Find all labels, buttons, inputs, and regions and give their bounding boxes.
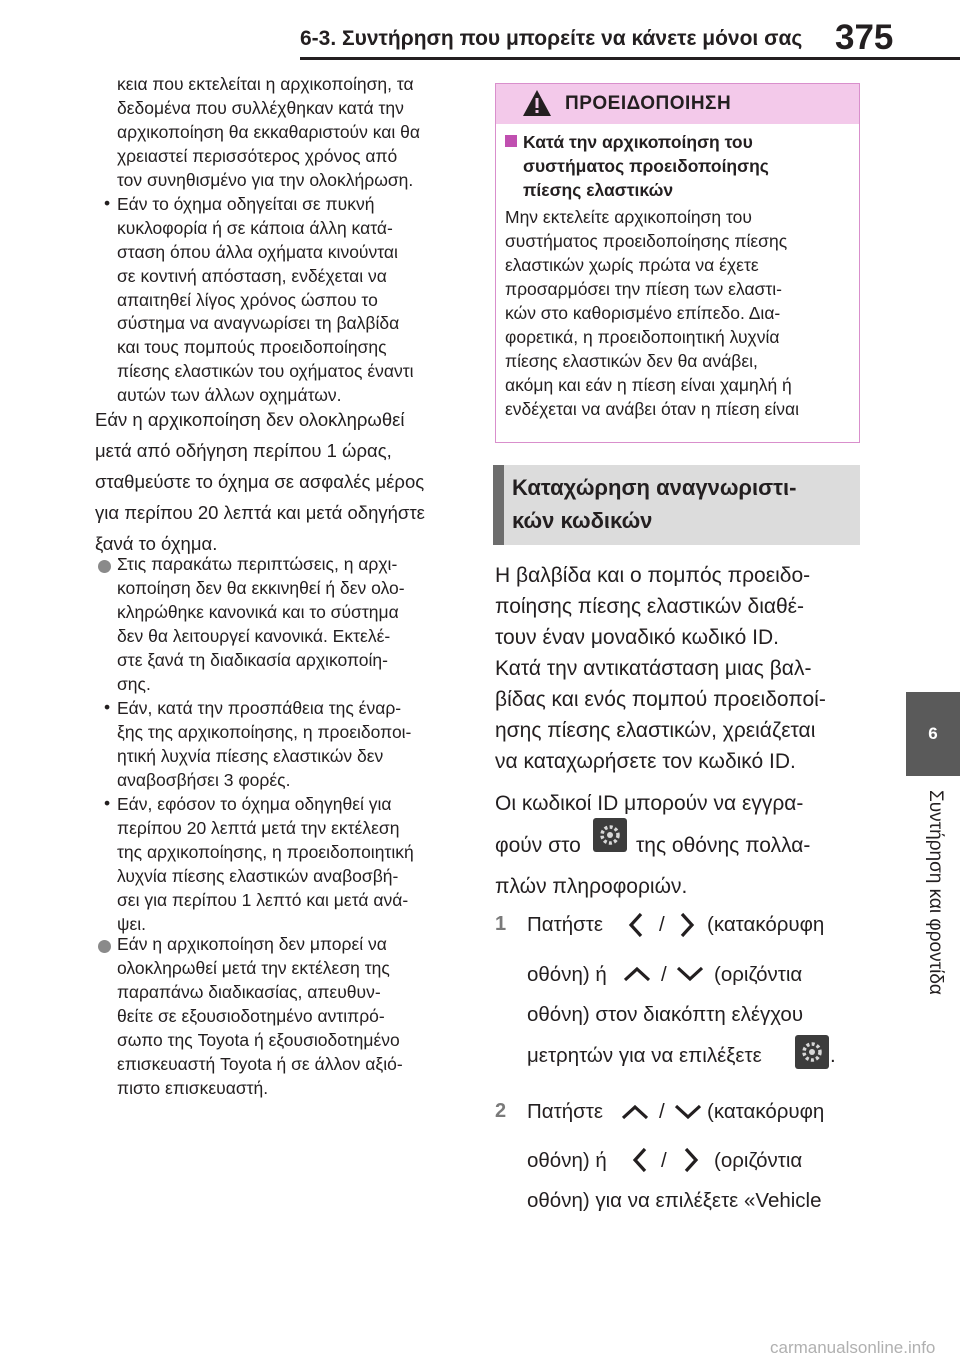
- bullet-line: απαιτηθεί λίγος χρόνος ώσπου το: [117, 290, 378, 310]
- warning-body-line: Μην εκτελείτε αρχικοποίηση του: [505, 207, 752, 227]
- section-title-line: κών κωδικών: [512, 508, 653, 533]
- note-line: επισκευαστή Toyota ή σε άλλον αξιό-: [117, 1054, 403, 1074]
- intro-line: κεια που εκτελείται η αρχικοποίηση, τα: [117, 74, 414, 94]
- chevron-right-icon: [683, 1146, 699, 1174]
- note-bullet-icon: [98, 560, 111, 573]
- header-rule: [300, 57, 960, 60]
- bullet-line: αναβοσβήσει 3 φορές.: [117, 770, 291, 790]
- gear-icon: [593, 818, 627, 852]
- body-line: ησης πίεσης ελαστικών, χρειάζεται: [495, 719, 816, 742]
- bullet-line: κυκλοφορία ή σε κάποια άλλη κατά-: [117, 218, 393, 238]
- step-text: Πατήστε: [527, 913, 604, 936]
- body-line: βίδας και ενός πομπού προειδοποί-: [495, 688, 826, 711]
- warning-subtitle-line: Κατά την αρχικοποίηση του: [523, 132, 753, 152]
- body-line: Οι κωδικοί ID μπορούν να εγγρα-: [495, 792, 804, 815]
- bullet-line: περίπου 20 λεπτά μετά την εκτέλεση: [117, 818, 400, 838]
- step-text: (οριζόντια: [714, 1149, 803, 1172]
- step-number: 2: [495, 1100, 507, 1122]
- chevron-down-icon: [675, 965, 705, 983]
- body-line: ποίησης πίεσης ελαστικών διαθέ-: [495, 595, 805, 618]
- step-number: 1: [495, 913, 507, 935]
- note-line: θείτε σε εξουσιοδοτημένο αντιπρό-: [117, 1006, 385, 1026]
- warning-subtitle-line: πίεσης ελαστικών: [523, 180, 674, 200]
- bullet-line: της αρχικοποίησης, η προειδοποιητική: [117, 842, 414, 862]
- note-line: ολοκληρωθεί μετά την εκτέλεση της: [117, 958, 390, 978]
- bullet-line: σταση όπου άλλα οχήματα κινούνται: [117, 242, 398, 262]
- page-number: 375: [835, 18, 894, 57]
- warning-body-line: ακόμη και εάν η πίεση είναι χαμηλή ή: [505, 375, 792, 395]
- step-slash: /: [659, 1100, 665, 1123]
- warning-triangle-icon: [521, 88, 553, 118]
- chevron-down-icon: [673, 1103, 703, 1121]
- bullet-line: ξης της αρχικοποίησης, η προειδοποι-: [117, 722, 412, 742]
- warning-subtitle-line: συστήματος προειδοποίησης: [523, 156, 769, 176]
- note-line: στε ξανά τη διαδικασία αρχικοποίη-: [117, 650, 388, 670]
- body-line: πλών πληροφοριών.: [495, 875, 688, 898]
- paragraph-line: για περίπου 20 λεπτά και μετά οδηγήστε: [95, 502, 425, 523]
- paragraph-line: μετά από οδήγηση περίπου 1 ώρας,: [95, 440, 392, 461]
- step-text: μετρητών για να επιλέξετε: [527, 1044, 762, 1067]
- warning-body-line: προσαρμόσει την πίεση των ελαστι-: [505, 279, 782, 299]
- paragraph-line: σταθμεύστε το όχημα σε ασφαλές μέρος: [95, 471, 425, 492]
- note-line: κληρώθηκε κανονικά και το σύστημα: [117, 602, 399, 622]
- step-text: οθόνη) για να επιλέξετε «Vehicle: [527, 1189, 822, 1212]
- step-text: (οριζόντια: [714, 963, 803, 986]
- step-text: (κατακόρυφη: [707, 913, 825, 936]
- intro-line: αρχικοποίηση θα εκκαθαριστούν και θα: [117, 122, 420, 142]
- step-slash: /: [661, 1149, 667, 1172]
- intro-line: δεδομένα που συλλέχθηκαν κατά την: [117, 98, 404, 118]
- warning-body-line: κών στο καθορισμένο επίπεδο. Δια-: [505, 303, 781, 323]
- chevron-up-icon: [622, 965, 652, 983]
- section-title-line: Καταχώρηση αναγνωριστι-: [512, 475, 797, 500]
- step-text: οθόνη) ή: [527, 1149, 607, 1172]
- step-slash: /: [659, 913, 665, 936]
- step-text: .: [830, 1044, 836, 1067]
- body-line: Κατά την αντικατάσταση μιας βαλ-: [495, 657, 812, 680]
- note-line: Στις παρακάτω περιπτώσεις, η αρχι-: [117, 554, 398, 574]
- bullet-mark: •: [104, 697, 111, 717]
- note-line: σης.: [117, 674, 151, 694]
- body-line: της οθόνης πολλα-: [636, 834, 811, 857]
- bullet-line: ψει.: [117, 914, 147, 934]
- watermark: carmanualsonline.info: [770, 1338, 936, 1357]
- body-line: τουν έναν μοναδικό κωδικό ID.: [495, 626, 779, 649]
- chapter-tab-label: Συντήρηση και φροντίδα: [925, 790, 946, 995]
- note-line: παραπάνω διαδικασίας, απευθυν-: [117, 982, 381, 1002]
- paragraph-line: Εάν η αρχικοποίηση δεν ολοκληρωθεί: [95, 409, 405, 430]
- note-line: Εάν η αρχικοποίηση δεν μπορεί να: [117, 934, 387, 954]
- step-text: (κατακόρυφη: [707, 1100, 825, 1123]
- bullet-line: Εάν, κατά την προσπάθεια της έναρ-: [117, 698, 402, 718]
- bullet-line: Εάν, εφόσον το όχημα οδηγηθεί για: [117, 794, 392, 814]
- chevron-left-icon: [632, 1146, 648, 1174]
- warning-body-line: συστήματος προειδοποίησης πίεσης: [505, 231, 788, 251]
- step-text: οθόνη) στον διακόπτη ελέγχου: [527, 1003, 804, 1026]
- note-line: πιστο επισκευαστή.: [117, 1078, 269, 1098]
- chapter-title: 6-3. Συντήρηση που μπορείτε να κάνετε μόνοι σας: [300, 27, 803, 50]
- warning-title: ΠΡΟΕΙΔΟΠΟΙΗΣΗ: [565, 93, 732, 114]
- bullet-line: και τους πομπούς προειδοποίησης: [117, 337, 387, 357]
- intro-line: τον συνηθισμένο για την ολοκλήρωση.: [117, 170, 414, 190]
- chevron-up-icon: [620, 1103, 650, 1121]
- bullet-line: σε κοντινή απόσταση, ενδέχεται να: [117, 266, 387, 286]
- paragraph-line: ξανά το όχημα.: [95, 533, 218, 554]
- bullet-line: σύστημα να αναγνωρίσει τη βαλβίδα: [117, 313, 400, 333]
- body-line: φούν στο: [495, 834, 581, 857]
- section-heading-bar: [493, 465, 504, 545]
- body-line: να καταχωρήσετε τον κωδικό ID.: [495, 750, 796, 773]
- step-text: Πατήστε: [527, 1100, 604, 1123]
- chevron-right-icon: [679, 911, 695, 939]
- warning-body-line: φορετικά, η προειδοποιητική λυχνία: [505, 327, 780, 347]
- note-line: δεν θα λειτουργεί κανονικά. Εκτελέ-: [117, 626, 391, 646]
- bullet-line: ητική λυχνία πίεσης ελαστικών δεν: [117, 746, 384, 766]
- bullet-line: λυχνία πίεσης ελαστικών αναβοσβή-: [117, 866, 399, 886]
- intro-line: χρειαστεί περισσότερος χρόνος από: [117, 146, 398, 166]
- warning-body-line: ελαστικών χωρίς πρώτα να έχετε: [505, 255, 759, 275]
- note-line: σωπο της Toyota ή εξουσιοδοτημένο: [117, 1030, 400, 1050]
- note-line: κοποίηση δεν θα εκκινηθεί ή δεν ολο-: [117, 578, 405, 598]
- chevron-left-icon: [628, 911, 644, 939]
- note-bullet-icon: [98, 940, 111, 953]
- bullet-line: πίεσης ελαστικών του οχήματος έναντι: [117, 361, 414, 381]
- bullet-mark: •: [104, 793, 111, 813]
- bullet-mark: •: [104, 193, 111, 213]
- warning-body-line: πίεσης ελαστικών δεν θα ανάβει,: [505, 351, 758, 371]
- subheading-square-icon: [505, 135, 517, 147]
- bullet-line: αυτών των άλλων οχημάτων.: [117, 385, 342, 405]
- bullet-line: Εάν το όχημα οδηγείται σε πυκνή: [117, 194, 375, 214]
- gear-icon: [795, 1035, 829, 1069]
- warning-body-line: ενδέχεται να ανάβει όταν η πίεση είναι: [505, 399, 800, 419]
- step-slash: /: [661, 963, 667, 986]
- body-line: Η βαλβίδα και ο πομπός προειδο-: [495, 564, 811, 587]
- step-text: οθόνη) ή: [527, 963, 607, 986]
- bullet-line: σει για περίπου 1 λεπτό και μετά ανά-: [117, 890, 409, 910]
- chapter-tab: 6: [906, 692, 960, 776]
